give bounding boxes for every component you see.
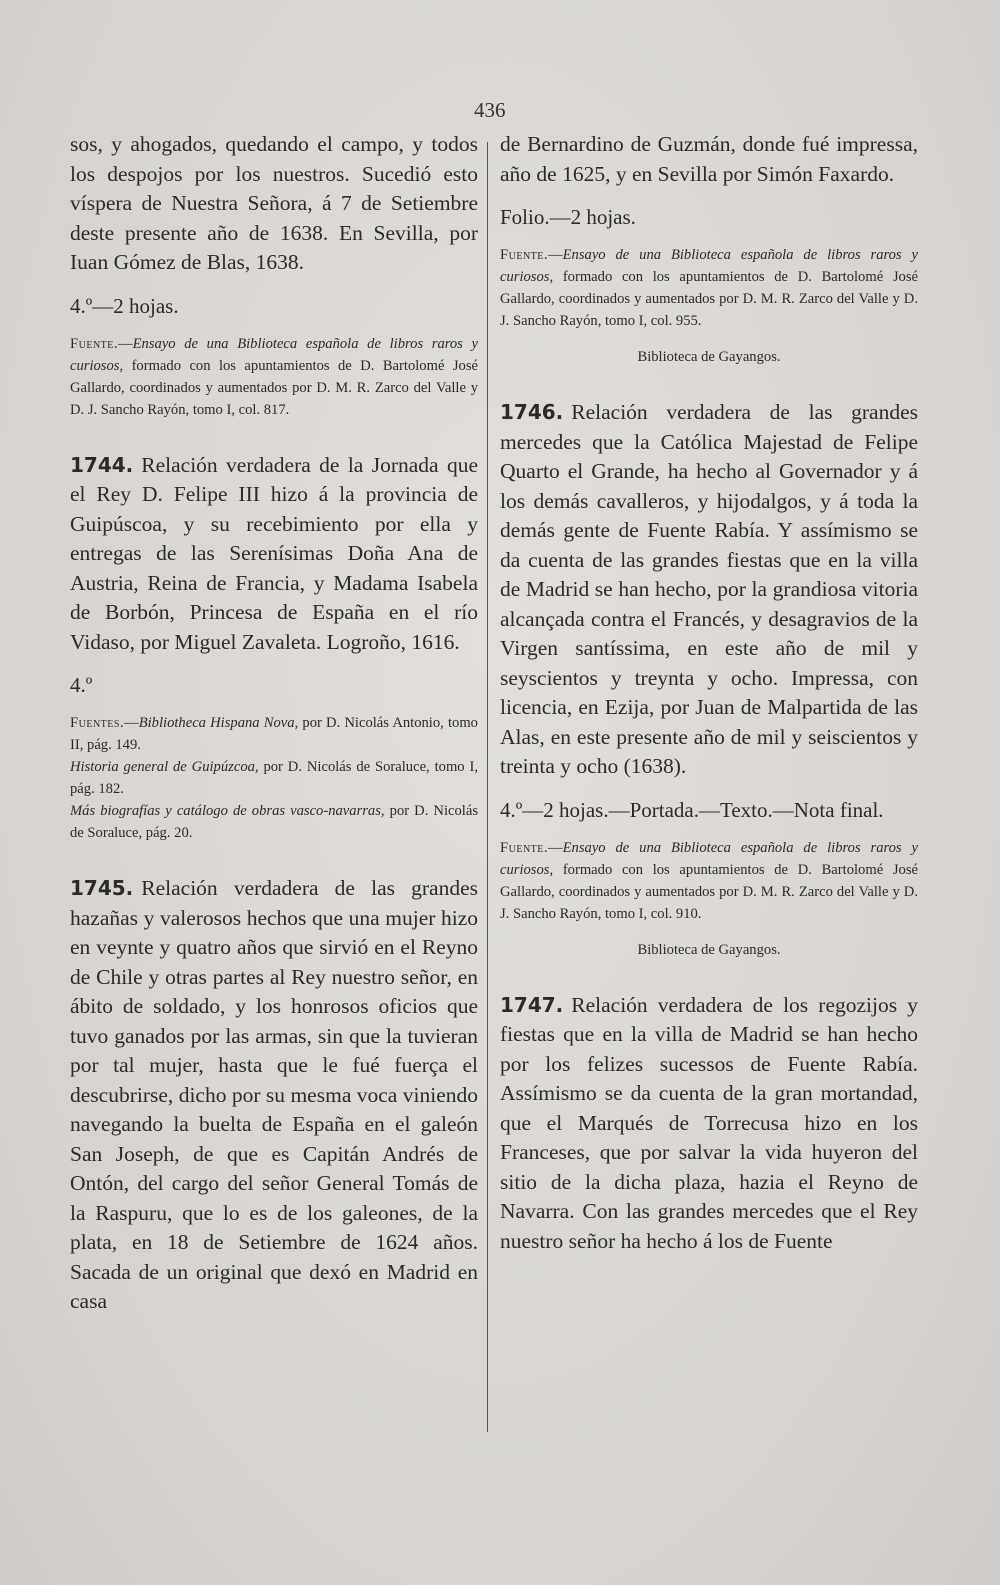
source-title: Más biografías y catálogo de obras vasco-navarras, — [70, 803, 385, 819]
entry-1744 — [70, 451, 478, 845]
source-details: por D. Nicolás Antonio, tomo II, pág. 149. — [70, 715, 478, 753]
left-column — [70, 130, 478, 1317]
entry-text — [500, 398, 918, 782]
right-column — [500, 130, 918, 1256]
source-label: Fuente. — [500, 247, 549, 263]
source-details: formado con los apuntamientos de D. Bartolomé José Gallardo, coordinados y aumentados por D. M. R. Zarco del Valle y D. J. Sancho Rayón, tomo I, col. 955. — [500, 269, 919, 329]
continued-entry-text: sos, y ahogados, quedando el campo, y todos los despojos por los nuestros. Sucedió esto víspera de Nuestra Señora, á 7 de Setiembre deste presente año de 1638. En Sevilla, por Iuan Gómez de Blas, 1638. — [70, 132, 478, 274]
entry-text — [70, 874, 478, 1317]
source-note: Fuentes.—Bibliotheca Hispana Nova, por D. Nicolás Antonio, tomo II, pág. 149. — [70, 715, 478, 753]
source-label: Fuente. — [70, 335, 119, 352]
source-note: Fuente.—Ensayo de una Biblioteca española de libros raros y curiosos, formado con los apuntamientos de D. Bartolomé José Gallardo, coordinados y aumentados por D. M. R. Zarco del Valle y D. J. Sancho Rayón, tomo I, col. 910. — [500, 839, 919, 922]
format-line: 4.º — [70, 673, 93, 697]
source-note — [70, 756, 478, 800]
entry-number: 1746. — [500, 400, 564, 424]
format-line: Folio.—2 hojas. — [500, 205, 636, 229]
entry-1747 — [500, 991, 918, 1257]
source-title: Historia general de Guipúzcoa, — [70, 759, 259, 775]
entry-description: Relación verdadera de la Jornada que el Rey D. Felipe III hizo á la provincia de Guipúscoa, y su recebimiento por ella y entregas de las Serenísimas Doña Ana de Austria, Reina de Francia, y Madama Isabela de Borbón, Princesa de España en el río Vidaso, por Miguel Zavaleta. Logroño, 1616. — [70, 452, 478, 654]
entry-description: Relación verdadera de las grandes hazañas y valerosos hechos que una mujer hizo en veynte y quatro años que sirvió en el Reyno de Chile y otras partes al Rey nuestro señor, en ábito de soldado, y los honrosos oficios que tuvo ganados por las armas, sin que la tuvieran por tal mujer, hasta que le fué fuerça el descubrirse, dicho por su mesma voca viniendo navegando la buelta de España en el galeón San Joseph, de que es Capitán Andrés de Ontón, del cargo del señor General Tomás de la Raspuru, que lo es de los galeones, de la plata, en 18 de Setiembre de 1624 años. Sacada de un original que dexó en Madrid en casa — [70, 876, 478, 1313]
page-number: 436 — [474, 98, 506, 122]
entry-text — [500, 991, 918, 1257]
source-note: Fuente.—Ensayo de una Biblioteca española de libros raros y curiosos, formado con los apuntamientos de D. Bartolomé José Gallardo, coordinados y aumentados por D. M. R. Zarco del Valle y D. J. Sancho Rayón, tomo I, col. 817. — [70, 335, 479, 418]
entry-number: 1747. — [500, 992, 564, 1017]
source-details: por D. Nicolás de Soraluce, tomo I, pág. 182. — [70, 759, 478, 797]
source-note: Fuente.—Ensayo de una Biblioteca española de libros raros y curiosos, formado con los apuntamientos de D. Bartolomé José Gallardo, coordinados y aumentados por D. M. R. Zarco del Valle y D. J. Sancho Rayón, tomo I, col. 955. — [500, 247, 919, 329]
entry-number: 1745. — [70, 876, 134, 900]
source-label: Fuente. — [500, 839, 549, 856]
format-line: 4.º—2 hojas.—Portada.—Texto.—Nota final. — [500, 797, 884, 822]
source-label: Fuentes. — [70, 715, 125, 731]
column-divider — [487, 142, 488, 1432]
source-title: Ensayo de una Biblioteca española de libros raros y curiosos, — [500, 247, 918, 285]
source-note — [70, 800, 478, 844]
entry-1746 — [500, 398, 918, 961]
format-line: 4.º—2 hojas. — [70, 293, 179, 318]
library-note: Biblioteca de Gayangos. — [637, 349, 781, 365]
source-title: Ensayo de una Biblioteca española de libros raros y curiosos, — [500, 839, 918, 878]
entry-text — [70, 451, 478, 658]
entry-number: 1744. — [70, 452, 134, 477]
entry-description: Relación verdadera de los regozijos y fiestas que en la villa de Madrid se han hecho por los felizes sucessos de Fuente Rabía. Assímismo se da cuenta de la gran mortandad, que el Marqués de Torrecusa hizo en los Franceses, que por salvar la vida huyeron del sitio de la dicha plaza, hazia el Reyno de Navarra. Con las grandes mercedes que el Rey nuestro señor ha hecho á los de Fuente — [500, 992, 918, 1253]
continued-entry-text: de Bernardino de Guzmán, donde fué impressa, año de 1625, y en Sevilla por Simón Faxardo. — [500, 132, 918, 186]
source-details: formado con los apuntamientos de D. Bartolomé José Gallardo, coordinados y aumentados por D. M. R. Zarco del Valle y D. J. Sancho Rayón, tomo I, col. 910. — [500, 861, 919, 922]
entry-description: Relación verdadera de las grandes mercedes que la Católica Majestad de Felipe Quarto el Grande, ha hecho al Governador y á los demás cavalleros, y hijodalgos, y á toda la demás gente de Fuente Rabía. Y assímismo se da cuenta de las grandes fiestas que en la villa de Madrid se han hecho, por la grandiosa vitoria alcançada contra el Francés, y desagravios de la Virgen santíssima, en este año de mil y seyscientos y treynta y ocho. Impressa, con licencia, en Ezija, por Juan de Malpartida de las Alas, en este presente año de mil y seiscientos y treinta y ocho (1638). — [500, 400, 918, 778]
source-details: formado con los apuntamientos de D. Bartolomé José Gallardo, coordinados y aumentados por D. M. R. Zarco del Valle y D. J. Sancho Rayón, tomo I, col. 817. — [70, 357, 479, 418]
source-details: por D. Nicolás de Soraluce, pág. 20. — [70, 803, 478, 841]
entry-1745 — [70, 874, 478, 1317]
source-title: Ensayo de una Biblioteca española de libros raros y curiosos, — [70, 335, 478, 374]
library-note: Biblioteca de Gayangos. — [637, 941, 781, 958]
source-title: Bibliotheca Hispana Nova, — [138, 715, 299, 731]
